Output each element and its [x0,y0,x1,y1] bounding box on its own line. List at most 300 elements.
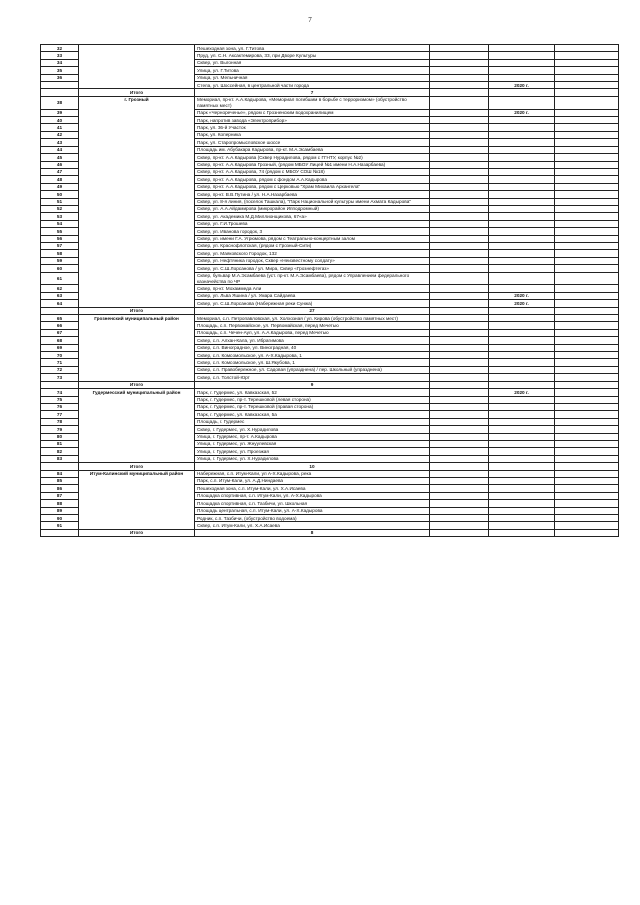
table-row [41,96,619,109]
row-number: 76 [41,403,79,410]
year-cell [489,329,555,336]
empty-cell [555,418,619,425]
total-row [41,529,619,536]
empty-cell [430,235,489,242]
object-name: Сквер, пр-кт. А.А.Кадырова, рядом с фондом А.А.Кадырова [195,176,430,183]
row-number: 89 [41,507,79,514]
empty-cell [555,463,619,470]
empty-cell [555,307,619,314]
empty-cell [430,168,489,175]
total-label: Итого [79,89,195,96]
row-number: 52 [41,205,79,212]
empty-cell [430,176,489,183]
row-number: 51 [41,198,79,205]
total-value: 27 [195,307,430,314]
row-number: 46 [41,161,79,168]
total-value: 8 [195,529,430,536]
row-number: 48 [41,176,79,183]
row-number: 90 [41,515,79,522]
empty-cell [555,500,619,507]
year-cell [489,477,555,484]
object-name: Сквер, пр-кт. А.А.Кадырова, 74 (рядом с МБОУ СОШ №18) [195,168,430,175]
object-name: Пешеходная зона, с.п. Итум-Кали, ул. Х.А.Исаева [195,485,430,492]
empty-cell [430,272,489,285]
empty-cell [555,366,619,373]
object-name: Сквер, ул. Маяковского Городок, 132 [195,250,430,257]
district-name: Грозненский муниципальный район [79,315,195,382]
empty-cell [430,89,489,96]
object-name: Сквер, ул. Краснофлотская, (рядом с Грозный-Сити) [195,242,430,249]
empty-cell [430,448,489,455]
object-name: Сквер, пр-кт. А.А.Кадырова Грозный, (рядом МБОУ Лицей №1 имени Н.А.Назарбаева) [195,161,430,168]
empty-cell [555,59,619,66]
empty-cell [430,418,489,425]
year-cell [489,154,555,161]
page-number: 7 [308,16,312,24]
empty-cell [489,307,555,314]
empty-cell [555,161,619,168]
empty-cell [555,146,619,153]
year-cell [489,146,555,153]
empty-cell [555,359,619,366]
row-number: 54 [41,220,79,227]
empty-cell [430,352,489,359]
object-name: Сквер, ул. А.А.Айдамирова (микрорайон Ипподромный) [195,205,430,212]
empty-cell [430,257,489,264]
empty-cell [555,515,619,522]
object-name: Сквер, г. Гудермес, ул. Х.Нурадилова [195,426,430,433]
row-number: 74 [41,389,79,396]
total-row [41,381,619,388]
empty-cell [430,389,489,396]
object-name: Мемориал, пр-кт. А.А.Кадырова, «Мемориал погибшим в борьбе с терроризмом» (обустройство памятных мест) [195,96,430,109]
empty-cell [555,154,619,161]
object-name: Сквер, ул. С.Ш.Лорсанова / ул. Мира, Сквер «Грознефтегаз» [195,265,430,272]
empty-cell [555,228,619,235]
year-cell [489,250,555,257]
empty-cell [430,359,489,366]
empty-cell [555,117,619,124]
year-cell [489,124,555,131]
object-name: Пешеходная зона, ул. Г.Титова [195,45,430,52]
empty-cell [555,426,619,433]
year-cell [489,426,555,433]
empty-cell [555,529,619,536]
object-name: Сквер, ул. Иванова городок, 3 [195,228,430,235]
year-cell [489,492,555,499]
row-number: 39 [41,109,79,116]
empty-cell [430,381,489,388]
empty-cell [555,265,619,272]
row-number: 78 [41,418,79,425]
year-cell [489,418,555,425]
empty-cell [555,374,619,381]
empty-cell [430,96,489,109]
empty-cell [555,396,619,403]
row-number: 56 [41,235,79,242]
empty-cell [430,45,489,52]
year-cell [489,374,555,381]
empty-cell [430,205,489,212]
object-name: Улица, г. Гудермес, ул. Жнуулевская [195,440,430,447]
year-cell [489,183,555,190]
empty-cell [430,411,489,418]
empty-cell [430,492,489,499]
row-number: 38 [41,96,79,109]
object-name: Парк, г. Гудермес, пр-т. Терешковой (правая сторона) [195,403,430,410]
row-number-cell [41,89,79,96]
empty-cell [430,477,489,484]
year-cell [489,59,555,66]
row-number: 63 [41,292,79,299]
table-row [41,45,619,52]
row-number: 80 [41,433,79,440]
total-row [41,463,619,470]
empty-cell [555,322,619,329]
object-name: Сквер, с.п. Комсомольское, ул. А-Х.Кадырова, 1 [195,352,430,359]
row-number: 57 [41,242,79,249]
row-number: 87 [41,492,79,499]
object-name: Парк, ул. Старопромысловское шоссе [195,139,430,146]
row-number: 67 [41,329,79,336]
row-number: 44 [41,146,79,153]
row-number: 61 [41,272,79,285]
row-number: 79 [41,426,79,433]
empty-cell [555,242,619,249]
year-cell [489,139,555,146]
total-label: Итого [79,307,195,314]
district-name: Итум-Калинский муниципальный район [79,470,195,529]
year-cell [489,507,555,514]
empty-cell [555,285,619,292]
row-number: 59 [41,257,79,264]
total-label: Итого [79,463,195,470]
year-cell [489,366,555,373]
year-cell [489,242,555,249]
row-number: 35 [41,67,79,74]
empty-cell [430,183,489,190]
object-name: Набережная, с.п. Итум-Кали, ул А-Х.Кадырова, река [195,470,430,477]
empty-cell [489,463,555,470]
empty-cell [555,455,619,462]
object-name: Площадь, с.п. Первомайское, ул. Первомайская, перед Мечетью [195,322,430,329]
empty-cell [555,89,619,96]
year-cell [489,220,555,227]
empty-cell [430,470,489,477]
empty-cell [430,228,489,235]
table-row [41,315,619,322]
year-cell [489,448,555,455]
row-number: 41 [41,124,79,131]
total-value: 10 [195,463,430,470]
empty-cell [430,124,489,131]
row-number: 60 [41,265,79,272]
empty-cell [555,124,619,131]
year-cell [489,403,555,410]
empty-cell [430,485,489,492]
year-cell [489,265,555,272]
row-number: 69 [41,344,79,351]
empty-cell [430,285,489,292]
empty-cell [430,82,489,89]
empty-cell [555,492,619,499]
object-name: Площадка спортивная, с.п. Итум-Кали, ул. А-Х.Кадырова [195,492,430,499]
empty-cell [555,250,619,257]
row-number: 43 [41,139,79,146]
year-cell: 2020 г. [489,300,555,307]
row-number: 50 [41,191,79,198]
empty-cell [555,477,619,484]
year-cell [489,52,555,59]
year-cell [489,337,555,344]
object-name: Улица, г. Гудермес, пр-т. А.Кадырова [195,433,430,440]
object-name: Улица, ул. Мельничная [195,74,430,81]
empty-cell [555,272,619,285]
object-name: Парк, г. Гудермес, ул. Кавказская, 5а [195,411,430,418]
object-name: Сквер, ул. Льва Яшина / ул. Умара Сайдаева [195,292,430,299]
object-name: Площадь, с.п. Чечен-Аул, ул. А.А.Кадырова, перед Мечетью [195,329,430,336]
object-name: Парк, г. Гудермес, пр-т. Терешковой (левая сторона) [195,396,430,403]
empty-cell [555,67,619,74]
object-name: Парк, напротив завода «Электроприбор» [195,117,430,124]
row-number: 53 [41,213,79,220]
year-cell [489,285,555,292]
empty-cell [555,292,619,299]
object-name: Сквер, с.п. Итум-Кали, ул. Х.А.Исаева [195,522,430,529]
empty-cell [430,455,489,462]
empty-cell [430,329,489,336]
improvement-objects-table [40,44,619,537]
row-number: 66 [41,322,79,329]
object-name: Парк, ул. Коперника [195,131,430,138]
empty-cell [555,183,619,190]
row-number: 77 [41,411,79,418]
object-name: Парк, ул. 36-й Участок [195,124,430,131]
empty-cell [430,515,489,522]
year-cell [489,455,555,462]
row-number: 32 [41,45,79,52]
empty-cell [555,440,619,447]
empty-cell [430,374,489,381]
year-cell [489,440,555,447]
empty-cell [430,242,489,249]
empty-cell [555,329,619,336]
object-name: Сквер, ул. имени Г.А. Угрюмова, рядом с Театрально-концертным залом [195,235,430,242]
empty-cell [489,381,555,388]
object-name: Сквер, с.п. Правобережное, ул. Садовая (упразднена) / пер. Школьный (упразднена) [195,366,430,373]
row-number: 82 [41,448,79,455]
empty-cell [430,109,489,116]
year-cell: 2020 г. [489,109,555,116]
row-number: 62 [41,285,79,292]
empty-cell [430,337,489,344]
empty-cell [430,139,489,146]
year-cell: 2020 г. [489,389,555,396]
empty-cell [430,52,489,59]
empty-cell [555,507,619,514]
object-name: Улица, г. Гудермес, ул. Проезжая [195,448,430,455]
object-name: Сквер, с.п. Комсомольское, ул. Ш.Якубова, 1 [195,359,430,366]
empty-cell [430,265,489,272]
object-name: Парк, с.п. Итум-Кали, ул. А.Д.Ниндаева [195,477,430,484]
row-number: 88 [41,500,79,507]
row-number: 85 [41,477,79,484]
year-cell [489,168,555,175]
year-cell [489,117,555,124]
row-number: 42 [41,131,79,138]
row-number: 47 [41,168,79,175]
row-number: 40 [41,117,79,124]
district-cell [79,45,195,89]
object-name: Сквер, ул. Нефтяника городок, Сквер «Неизвестному солдату» [195,257,430,264]
object-name: Парк, г. Гудермес, ул. Кавказская, 52 [195,389,430,396]
row-number: 71 [41,359,79,366]
empty-cell [555,191,619,198]
empty-cell [555,352,619,359]
object-name: Сквер, ул. С.Ш.Лорсанова (Набережная реки Сунжа) [195,300,430,307]
empty-cell [430,131,489,138]
year-cell [489,359,555,366]
year-cell: 2020 г. [489,82,555,89]
row-number: 49 [41,183,79,190]
object-name: Площадка спортивная, с.п. Тазбичи, ул. Школьная [195,500,430,507]
empty-cell [555,220,619,227]
empty-cell [555,522,619,529]
empty-cell [430,198,489,205]
year-cell [489,485,555,492]
row-number: 81 [41,440,79,447]
year-cell [489,433,555,440]
object-name: Сквер, ул. Выгонная [195,59,430,66]
year-cell [489,67,555,74]
empty-cell [430,507,489,514]
empty-cell [430,366,489,373]
empty-cell [555,411,619,418]
row-number: 75 [41,396,79,403]
year-cell [489,322,555,329]
empty-cell [555,168,619,175]
table-row [41,470,619,477]
empty-cell [430,117,489,124]
empty-cell [430,315,489,322]
empty-cell [555,82,619,89]
year-cell [489,205,555,212]
object-name: Сквер, с.п. Толстой-Юрт [195,374,430,381]
year-cell [489,352,555,359]
empty-cell [555,205,619,212]
empty-cell [555,485,619,492]
empty-cell [430,59,489,66]
object-name: Родник, с.п. Тазбичи, (обустройство водоема) [195,515,430,522]
year-cell [489,161,555,168]
year-cell [489,45,555,52]
object-name: Сквер, пр-кт. А.А.Кадырова, рядом с Церковью "Храм Михаила Архангела" [195,183,430,190]
total-row [41,307,619,314]
year-cell: 2020 г. [489,292,555,299]
object-name: Площадь им. Абубакара Кадырова, пр-кт. М.А.Эсамбаева [195,146,430,153]
object-name: Площадь центральная, с.п. Итум-Кали, ул. А-Х.Кадырова [195,507,430,514]
empty-cell [430,154,489,161]
empty-cell [555,176,619,183]
empty-cell [489,529,555,536]
row-number: 73 [41,374,79,381]
empty-cell [555,381,619,388]
object-name: Пруд, ул. С.Н. Аксактемирова, 33, при Дворе Культуры [195,52,430,59]
row-number: 91 [41,522,79,529]
row-number: 65 [41,315,79,322]
object-name: Сквер, бульвар М.А.Эсамбаева (уст. пр-кт. М.А.Эсамбаева), рядом с Управлением федерального казначейства по ЧР [195,272,430,285]
object-name: Сквер, пр-кт. А.А.Кадырова (Сквер Нурадилова, рядом с ГГНТУ, корпус №2) [195,154,430,161]
empty-cell [430,300,489,307]
empty-cell [555,139,619,146]
total-value: 7 [195,89,430,96]
empty-cell [430,292,489,299]
object-name: Сквер, с.п. Алхан-Кала, ул. Ибрагимова [195,337,430,344]
empty-cell [555,389,619,396]
row-number-cell [41,463,79,470]
row-number-cell [41,381,79,388]
empty-cell [430,403,489,410]
year-cell [489,228,555,235]
row-number: 45 [41,154,79,161]
total-row [41,89,619,96]
empty-cell [555,448,619,455]
empty-cell [430,529,489,536]
empty-cell [555,74,619,81]
year-cell [489,500,555,507]
empty-cell [555,433,619,440]
empty-cell [430,220,489,227]
empty-cell [430,463,489,470]
row-number: 83 [41,455,79,462]
year-cell [489,272,555,285]
row-number: 33 [41,52,79,59]
total-value: 9 [195,381,430,388]
year-cell [489,315,555,322]
year-cell [489,515,555,522]
row-number: 34 [41,59,79,66]
empty-cell [430,396,489,403]
district-name: Гудермесский муниципальный район [79,389,195,463]
empty-cell [555,470,619,477]
row-number: 68 [41,337,79,344]
year-cell [489,396,555,403]
object-name: Улица, г. Гудермес, ул. Х.Нурадилова [195,455,430,462]
empty-cell [555,131,619,138]
empty-cell [555,337,619,344]
total-label: Итого [79,529,195,536]
row-number: 84 [41,470,79,477]
year-cell [489,191,555,198]
empty-cell [430,74,489,81]
empty-cell [555,257,619,264]
object-name: Площадь, г. Гудермес [195,418,430,425]
row-number-cell [41,529,79,536]
empty-cell [430,322,489,329]
empty-cell [430,344,489,351]
year-cell [489,131,555,138]
year-cell [489,176,555,183]
empty-cell [430,307,489,314]
object-name: Сквер, пр-кт. В.В.Путина / ул. Н.А.Назарбаева [195,191,430,198]
empty-cell [430,191,489,198]
empty-cell [555,235,619,242]
row-number: 86 [41,485,79,492]
empty-cell [430,433,489,440]
object-name: Мемориал, с.п. Петропавловская, ул. Холхозная / ул. Кирова (обустройство памятных мест) [195,315,430,322]
total-label: Итого [79,381,195,388]
empty-cell [430,67,489,74]
